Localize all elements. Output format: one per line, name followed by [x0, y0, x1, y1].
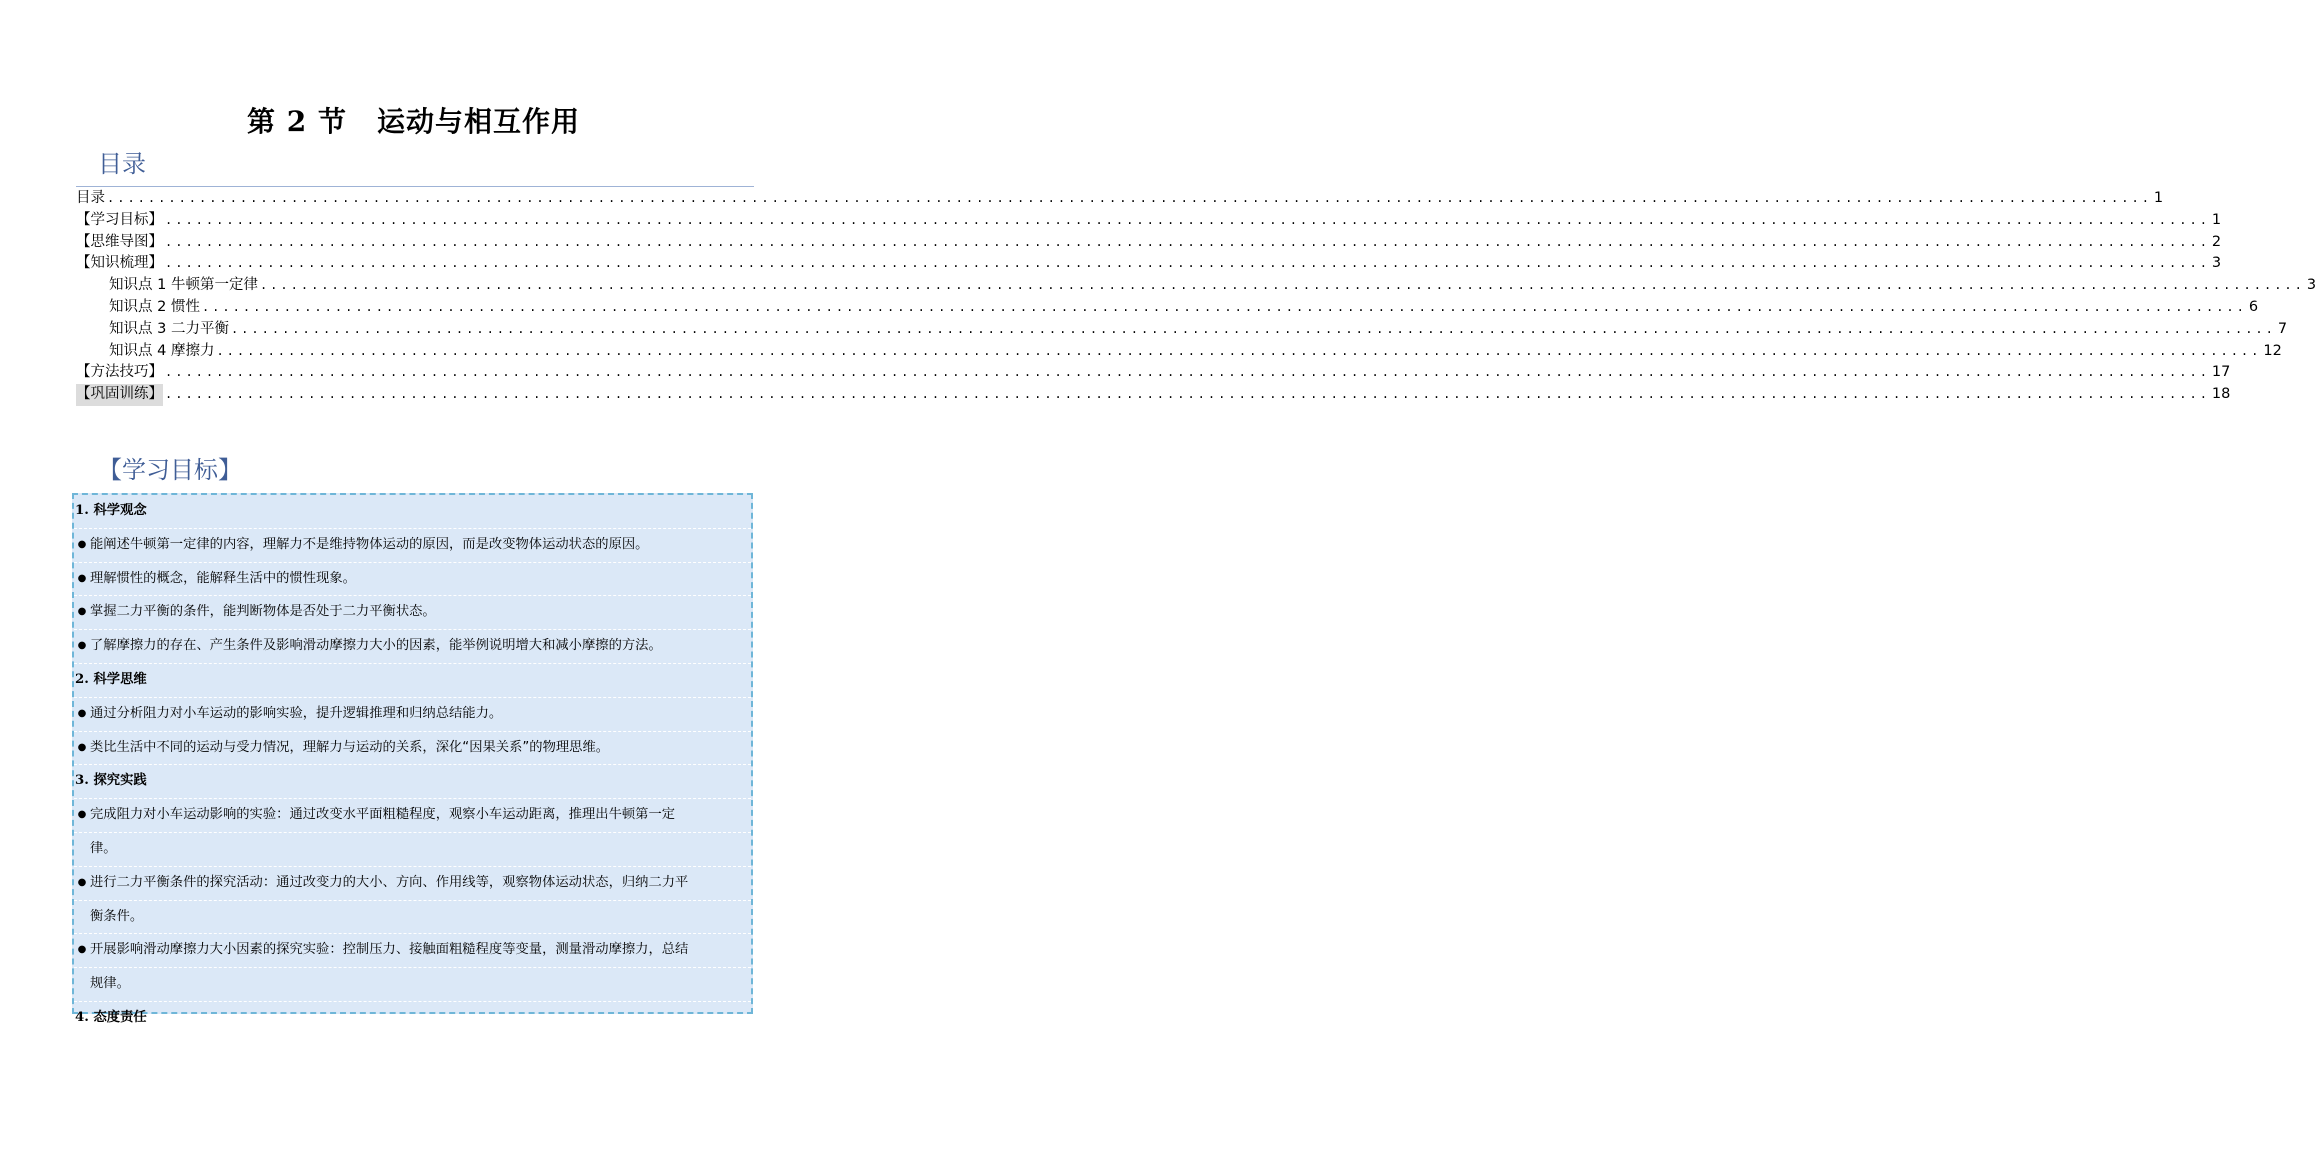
objective-text: 类比生活中不同的运动与受力情况，理解力与运动的关系，深化“因果关系”的物理思维。 [90, 739, 610, 755]
toc-entry-label: 目录 [76, 190, 105, 206]
objective-text: 了解摩擦力的存在、产生条件及影响滑动摩擦力大小的因素，能举例说明增大和减小摩擦的方法。 [90, 638, 662, 654]
toc-entry-label: 知识点 2 惯性 [109, 298, 200, 315]
objective-item [74, 630, 751, 664]
page-title [0, 98, 827, 146]
objective-item [74, 867, 751, 901]
toc-divider [76, 186, 754, 187]
objective-text: 2. 科学思维 [75, 671, 147, 687]
objective-text: 进行二力平衡条件的探究活动：通过改变力的大小、方向、作用线等，观察物体运动状态，归纳二力平 [90, 874, 689, 890]
objective-text: 3. 探究实践 [75, 773, 147, 789]
bullet-icon: ● [77, 944, 87, 956]
objective-text: 规律。 [90, 976, 130, 992]
toc-entry[interactable] [76, 275, 2316, 297]
objective-category [74, 664, 751, 698]
title-section-name: 运动与相互作用 [376, 105, 580, 138]
objective-text: 4. 态度责任 [75, 1009, 147, 1025]
bullet-icon: ● [77, 876, 87, 888]
objective-item [74, 833, 751, 867]
toc-page-number: 2 [2211, 233, 2222, 250]
objective-item [74, 901, 751, 935]
table-of-contents [76, 188, 2316, 406]
toc-page-number: 18 [2211, 386, 2231, 403]
toc-page-number: 3 [2211, 255, 2222, 272]
objective-item [74, 529, 751, 563]
toc-page-number: 12 [2263, 342, 2282, 359]
toc-leader-dots: ........................................................................................................................................................................................................ [259, 278, 2305, 293]
objective-item [74, 732, 751, 766]
toc-page-number: 3 [2306, 277, 2316, 294]
objective-category [74, 495, 751, 529]
toc-page-number: 17 [2211, 364, 2231, 381]
toc-entry[interactable] [76, 297, 2259, 319]
objective-category [74, 765, 751, 799]
title-section-number: 第 2 节 [247, 105, 347, 138]
toc-entry[interactable] [76, 384, 2231, 406]
bullet-icon: ● [77, 809, 87, 821]
objectives-heading: 【学习目标】 [98, 456, 242, 484]
toc-entry[interactable] [76, 232, 2222, 254]
objective-text: 1. 科学观念 [75, 503, 147, 518]
toc-leader-dots: ........................................................................................................................................................................................................ [165, 212, 2210, 227]
objective-item [74, 596, 751, 630]
toc-entry-label: 【学习目标】 [76, 211, 163, 228]
toc-entry-label: 【方法技巧】 [76, 364, 163, 381]
toc-page-number: 7 [2277, 320, 2288, 337]
objective-item [74, 563, 751, 597]
toc-leader-dots: ........................................................................................................................................................................................................ [107, 191, 2152, 205]
objective-text: 完成阻力对小车运动影响的实验：通过改变水平面粗糙程度，观察小车运动距离，推理出牛顿第一定 [90, 807, 676, 823]
toc-leader-dots: ........................................................................................................................................................................................................ [165, 387, 2210, 402]
objective-item [74, 968, 751, 1002]
toc-entry[interactable] [76, 188, 2164, 210]
objective-item [74, 799, 751, 833]
bullet-icon: ● [77, 741, 87, 753]
toc-entry-label: 【思维导图】 [76, 233, 163, 250]
bullet-icon: ● [77, 572, 87, 584]
toc-entry-label: 知识点 3 二力平衡 [109, 320, 229, 337]
toc-entry-label: 【知识梳理】 [76, 255, 163, 272]
objective-text: 律。 [90, 840, 117, 856]
toc-leader-dots: ........................................................................................................................................................................................................ [216, 343, 2262, 358]
toc-leader-dots: ........................................................................................................................................................................................................ [230, 321, 2276, 336]
objective-text: 开展影响滑动摩擦力大小因素的探究实验：控制压力、接触面粗糙程度等变量，测量滑动摩擦力，总结 [90, 942, 689, 958]
toc-heading: 目录 [98, 150, 146, 178]
objective-text: 掌握二力平衡的条件，能判断物体是否处于二力平衡状态。 [90, 604, 436, 620]
toc-entry[interactable] [76, 341, 2282, 363]
objectives-box [72, 493, 753, 1025]
objective-item [74, 934, 751, 968]
toc-leader-dots: ........................................................................................................................................................................................................ [165, 256, 2210, 271]
toc-entry[interactable] [76, 253, 2222, 275]
objective-text: 能阐述牛顿第一定律的内容，理解力不是维持物体运动的原因，而是改变物体运动状态的原因。 [90, 536, 649, 552]
toc-entry[interactable] [76, 210, 2222, 232]
objective-text: 通过分析阻力对小车运动的影响实验，提升逻辑推理和归纳总结能力。 [90, 705, 503, 721]
objective-text: 衡条件。 [90, 908, 144, 924]
toc-entry-label: 知识点 4 摩擦力 [109, 342, 215, 359]
objective-item [74, 698, 751, 732]
toc-leader-dots: ........................................................................................................................................................................................................ [165, 234, 2210, 249]
bullet-icon: ● [77, 640, 87, 652]
bullet-icon: ● [77, 538, 87, 550]
toc-entry[interactable] [76, 319, 2288, 341]
toc-page-number: 1 [2211, 211, 2222, 228]
bullet-icon: ● [77, 707, 87, 719]
toc-entry-label: 知识点 1 牛顿第一定律 [109, 277, 258, 294]
toc-page-number: 1 [2153, 190, 2164, 206]
toc-page-number: 6 [2248, 298, 2259, 315]
bullet-icon: ● [77, 606, 87, 618]
toc-entry[interactable] [76, 362, 2231, 384]
toc-leader-dots: ........................................................................................................................................................................................................ [201, 299, 2247, 314]
toc-entry-label: 【巩固训练】 [76, 384, 163, 406]
objective-category [74, 1002, 751, 1036]
objective-text: 理解惯性的概念，能解释生活中的惯性现象。 [90, 570, 356, 586]
toc-leader-dots: ........................................................................................................................................................................................................ [165, 365, 2210, 380]
